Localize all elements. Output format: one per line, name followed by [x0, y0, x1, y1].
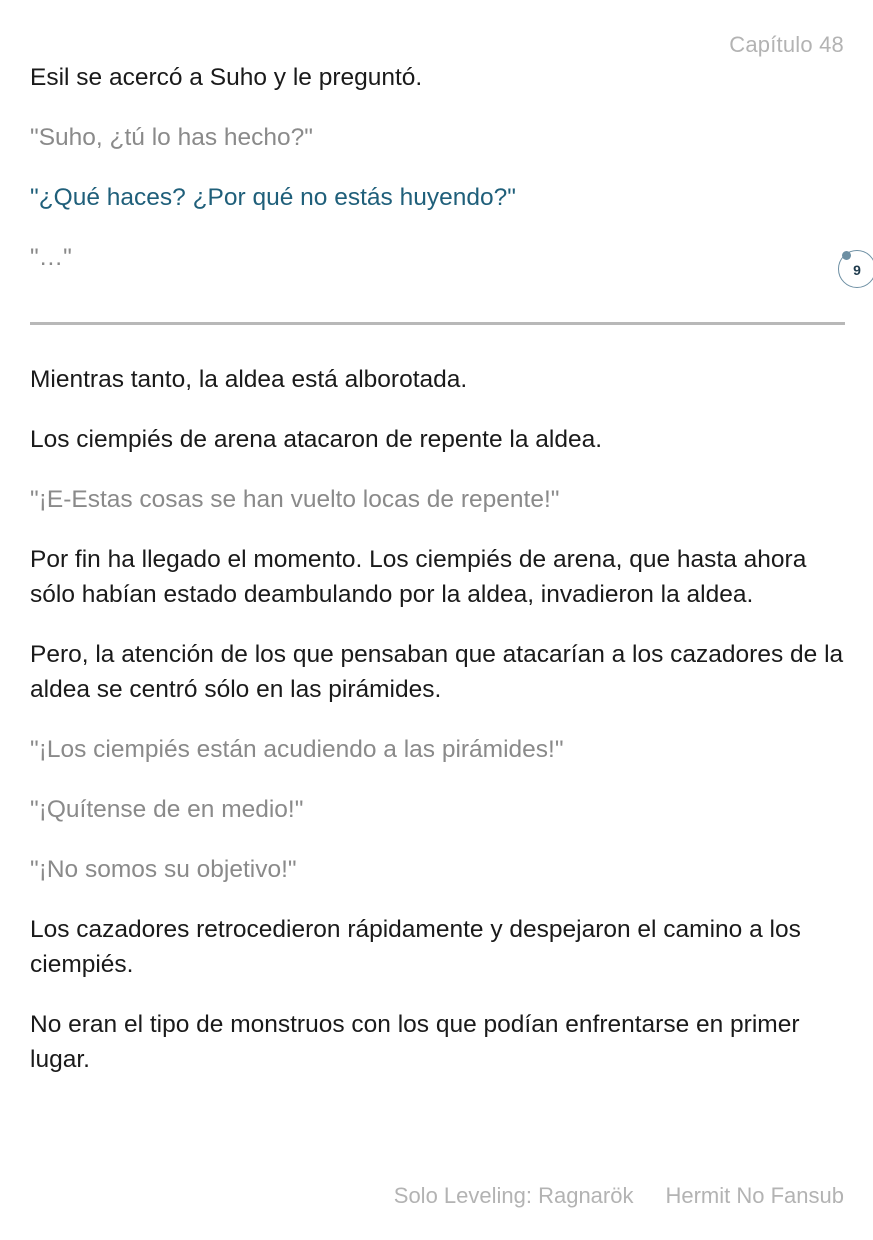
page-number: 9: [853, 262, 861, 278]
dialogue-paragraph: "...": [30, 244, 73, 271]
narration-paragraph: Los ciempiés de arena atacaron de repente la aldea.: [30, 426, 603, 453]
dialogue-paragraph: "¡No somos su objetivo!": [30, 856, 297, 883]
translator-credit: Hermit No Fansub: [665, 1183, 844, 1208]
narration-paragraph: Por fin ha llegado el momento. Los ciempiés de arena, que hasta ahora sólo habían estado deambulando por la aldea, invadieron la aldea.: [30, 546, 807, 608]
dialogue-paragraph: "¿Qué haces? ¿Por qué no estás huyendo?": [30, 184, 516, 211]
progress-dot-icon: [842, 251, 851, 260]
narration-paragraph: Los cazadores retrocedieron rápidamente y despejaron el camino a los ciempiés.: [30, 916, 801, 978]
dialogue-paragraph: "Suho, ¿tú lo has hecho?": [30, 124, 313, 151]
reading-content: [30, 60, 845, 1102]
dialogue-paragraph: "¡E-Estas cosas se han vuelto locas de repente!": [30, 486, 560, 513]
dialogue-paragraph: "¡Los ciempiés están acudiendo a las pirámides!": [30, 736, 564, 763]
footer: [394, 1181, 844, 1211]
narration-paragraph: No eran el tipo de monstruos con los que podían enfrentarse en primer lugar.: [30, 1011, 800, 1073]
narration-paragraph: Pero, la atención de los que pensaban que atacarían a los cazadores de la aldea se centró sólo en las pirámides.: [30, 641, 844, 703]
chapter-title: Capítulo 48: [729, 32, 844, 57]
book-title: Solo Leveling: Ragnarök: [393, 1183, 634, 1208]
section-divider: [30, 322, 845, 325]
narration-paragraph: Esil se acercó a Suho y le preguntó.: [30, 64, 423, 91]
section-2: [30, 362, 845, 1077]
dialogue-paragraph: "¡Quítense de en medio!": [30, 796, 304, 823]
section-1: [30, 60, 845, 275]
page-indicator[interactable]: [838, 250, 873, 288]
narration-paragraph: Mientras tanto, la aldea está alborotada.: [30, 366, 468, 393]
